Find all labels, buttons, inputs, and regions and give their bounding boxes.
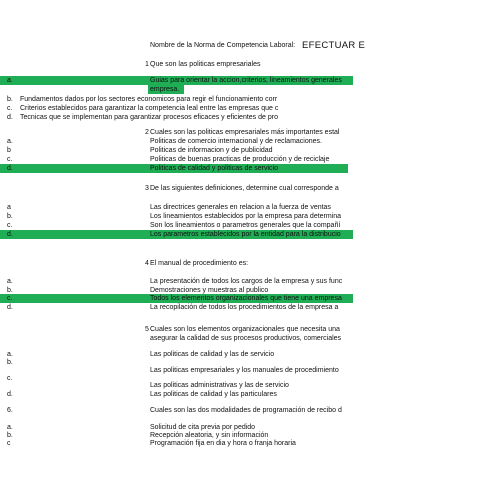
standard-name-value: EFECTUAR E xyxy=(302,40,366,51)
question-text: Cuales son los elementos organizacionales que necesita una xyxy=(150,326,340,333)
question-text: asegurar la calidad de sus procesos productivos, comerciales xyxy=(150,335,342,342)
option-text: La presentación de todos los cargos de la empresa y sus func xyxy=(150,278,343,285)
question-number: 5 xyxy=(145,326,149,333)
question-number: 2 xyxy=(145,129,149,136)
standard-name-label: Nombre de la Norma de Competencia Laboral: xyxy=(150,42,296,49)
option-text: Los parametros establecidos por la entidad para la distribucio xyxy=(150,231,341,238)
option-text: Los lineamientos establecidos por la empresa para determina xyxy=(150,213,342,220)
option-text: Son los lineamientos o parametros generales que la compañí xyxy=(150,222,341,229)
option-letter: c xyxy=(7,440,11,447)
option-letter: a. xyxy=(7,77,13,84)
option-letter: b xyxy=(7,147,11,154)
option-text: Programación fija en dia y hora o franja horaria xyxy=(150,440,296,447)
option-letter: b. xyxy=(7,359,13,366)
option-text: Las politicas de calidad y las de servicio xyxy=(150,351,275,358)
question-text: Cuales son las dos modalidades de programación de recibo d xyxy=(150,407,342,414)
question-text: El manual de procedimiento es: xyxy=(150,260,249,267)
option-text: Las politicas de calidad y las particulares xyxy=(150,391,277,398)
option-text: Todos los elementos organizacionales que tiene una empresa xyxy=(150,295,342,302)
option-text: Politicas de comercio internacional y de reclamaciones. xyxy=(150,138,322,145)
question-text: Cuales son las politicas empresariales más importantes estal xyxy=(150,129,340,136)
option-text: Guias para orientar la accion,criterios, lineamientos generales xyxy=(150,77,342,84)
option-letter: c. xyxy=(7,105,13,112)
option-letter: b. xyxy=(7,432,13,439)
option-text: Tecnicas que se implementan para garantizar procesos eficaces y eficientes de pro xyxy=(20,114,278,121)
option-letter: d. xyxy=(7,114,13,121)
option-letter: a. xyxy=(7,351,13,358)
option-letter: d. xyxy=(7,231,13,238)
question-text: Que son las politicas empresariales xyxy=(150,61,261,68)
option-letter: a. xyxy=(7,278,13,285)
option-letter: b. xyxy=(7,287,13,294)
option-text: Las politicas empresariales y los manuales de procedimiento xyxy=(150,367,339,374)
option-letter: a. xyxy=(7,424,13,431)
option-text: Fundamentos dados por los sectores economicos para regir el funcionamiento corr xyxy=(20,96,278,103)
option-text: Demostraciones y muestras al publico xyxy=(150,287,269,294)
option-letter: d. xyxy=(7,391,13,398)
option-letter: c. xyxy=(7,222,13,229)
option-letter: b. xyxy=(7,96,13,103)
question-text: De las siguientes definiciones, determine cual corresponde a xyxy=(150,185,339,192)
option-letter: d. xyxy=(7,165,13,172)
option-letter: a. xyxy=(7,138,13,145)
option-letter: d. xyxy=(7,304,13,311)
option-text: Las directrices generales en relacion a la fuerza de ventas xyxy=(150,204,331,211)
option-letter: c. xyxy=(7,375,13,382)
question-number: 1 xyxy=(145,61,149,68)
question-number: 6. xyxy=(7,407,13,414)
option-letter: c. xyxy=(7,156,13,163)
option-letter: c. xyxy=(7,295,13,302)
option-text: Criterios establecidos para garantizar la competencia leal entre las empresas que c xyxy=(20,105,279,112)
question-number: 3 xyxy=(145,185,149,192)
option-text: Politicas de buenas practicas de producción y de reciclaje xyxy=(150,156,330,163)
option-text: Politicas de calidad y politicas de servicio xyxy=(150,165,279,172)
option-text: Solicitud de cita previa por pedido xyxy=(150,424,256,431)
option-text: Recepción aleatoria, y sin información xyxy=(150,432,269,439)
question-number: 4 xyxy=(145,260,149,267)
option-letter: a xyxy=(7,204,11,211)
option-text: Politicas de informacion y de publicidad xyxy=(150,147,273,154)
option-text: Las politicas administrativas y las de servicio xyxy=(150,382,289,389)
option-text: La recopilación de todos los procedimientos de la empresa a xyxy=(150,304,339,311)
option-text: empresa. xyxy=(150,86,180,93)
option-letter: b. xyxy=(7,213,13,220)
